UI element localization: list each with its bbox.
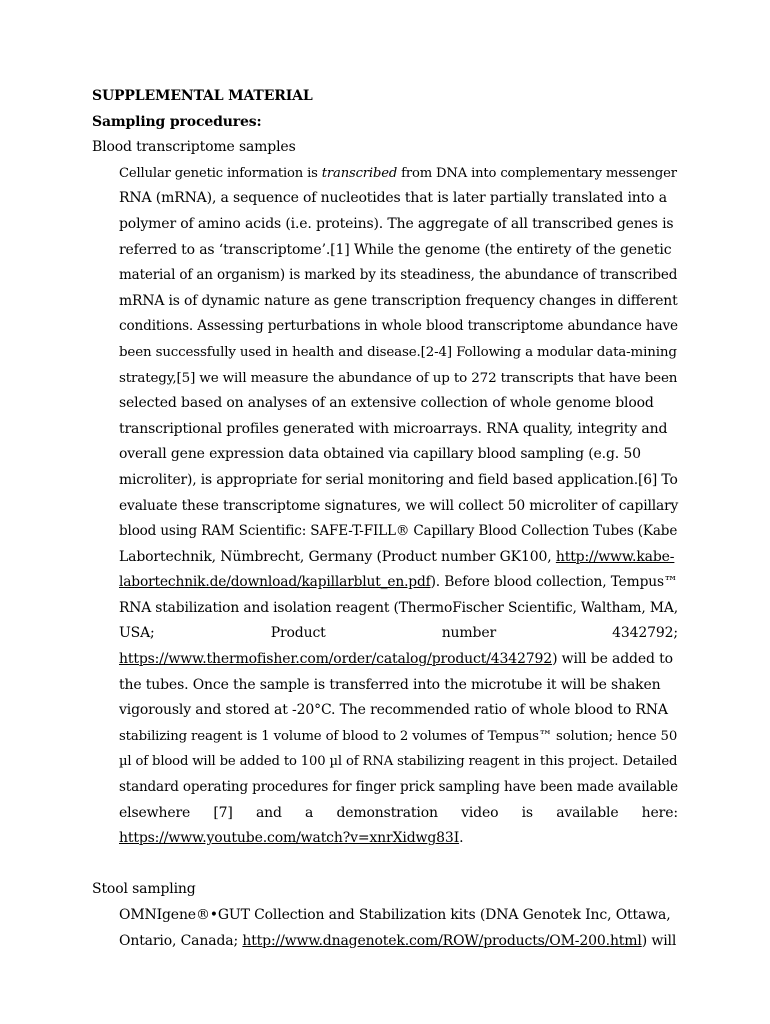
paragraph-line: https://www.youtube.com/watch?v=xnrXidwg83I.: [119, 830, 464, 847]
paragraph-line: RNA stabilization and isolation reagent (ThermoFischer Scientific, Waltham, MA,: [119, 599, 678, 616]
paragraph-line: https://www.thermofisher.com/order/catalog/product/4342792) will be added to: [119, 651, 673, 668]
paragraph-line: referred to as ‘transcriptome’.[1] While the genome (the entirety of the genetic: [119, 241, 672, 258]
document-page: [92, 84, 678, 954]
paragraph-line: evaluate these transcriptome signatures, we will collect 50 microliter of capillary: [119, 497, 679, 514]
paragraph-line: standard operating procedures for finger prick sampling have been made available: [119, 779, 679, 796]
dnagenotek-link[interactable]: http://www.dnagenotek.com/ROW/products/OM-200.html: [242, 932, 642, 949]
paragraph-line: mRNA is of dynamic nature as gene transcription frequency changes in different: [119, 292, 678, 309]
paragraph-line: vigorously and stored at -20°C. The recommended ratio of whole blood to RNA: [119, 702, 668, 719]
spacer: [92, 852, 678, 878]
stool-paragraph: [92, 903, 678, 954]
paragraph-line: overall gene expression data obtained via capillary blood sampling (e.g. 50: [119, 446, 641, 463]
paragraph-line: Cellular genetic information is transcribed from DNA into complementary messenger: [119, 165, 677, 181]
stool-subheading: Stool sampling: [92, 881, 196, 898]
paragraph-line: stabilizing reagent is 1 volume of blood to 2 volumes of Tempus™ solution; hence 50: [119, 728, 678, 744]
paragraph-line: OMNIgene®•GUT Collection and Stabilization kits (DNA Genotek Inc, Ottawa,: [119, 907, 671, 923]
paragraph-line-justified: elsewhere [7] and a demonstration video is available here:: [119, 804, 678, 821]
paragraph-line: microliter), is appropriate for serial monitoring and field based application.[6] To: [119, 471, 678, 488]
paragraph-line: transcriptional profiles generated with microarrays. RNA quality, integrity and: [119, 420, 668, 437]
paragraph-line: RNA (mRNA), a sequence of nucleotides that is later partially translated into a: [119, 190, 667, 207]
paragraph-line: been successfully used in health and disease.[2-4] Following a modular data-mining: [119, 344, 677, 360]
paragraph-line: Labortechnik, Nümbrecht, Germany (Product number GK100, http://www.kabe-: [119, 548, 675, 565]
paragraph-line-justified: USA; Product number 4342792;: [119, 625, 678, 642]
paragraph-line: µl of blood will be added to 100 µl of RNA stabilizing reagent in this project. Detailed: [119, 754, 678, 770]
thermofisher-link[interactable]: https://www.thermofisher.com/order/catalog/product/4342792: [119, 651, 553, 668]
paragraph-line: material of an organism) is marked by its steadiness, the abundance of transcribed: [119, 267, 678, 284]
kabe-link-continued[interactable]: labortechnik.de/download/kapillarblut_en.pdf: [119, 574, 431, 591]
supplement-title: SUPPLEMENTAL MATERIAL: [92, 88, 313, 104]
blood-paragraph: [92, 161, 678, 852]
paragraph-line: the tubes. Once the sample is transferred into the microtube it will be shaken: [119, 676, 661, 693]
section-heading: Sampling procedures:: [92, 113, 262, 130]
kabe-link[interactable]: http://www.kabe-: [555, 548, 675, 565]
paragraph-line: polymer of amino acids (i.e. proteins). The aggregate of all transcribed genes is: [119, 215, 674, 232]
paragraph-line: conditions. Assessing perturbations in whole blood transcriptome abundance have: [119, 318, 678, 335]
paragraph-line: Ontario, Canada; http://www.dnagenotek.com/ROW/products/OM-200.html) will: [119, 932, 677, 949]
paragraph-line: blood using RAM Scientific: SAFE-T-FILL® Capillary Blood Collection Tubes (Kabe: [119, 523, 678, 540]
italic-term: transcribed: [321, 165, 398, 181]
paragraph-line: labortechnik.de/download/kapillarblut_en.pdf). Before blood collection, Tempus™: [119, 574, 678, 591]
paragraph-line: strategy,[5] we will measure the abundance of up to 272 transcripts that have been: [119, 369, 678, 386]
youtube-link[interactable]: https://www.youtube.com/watch?v=xnrXidwg83I: [119, 830, 460, 847]
paragraph-line: selected based on analyses of an extensive collection of whole genome blood: [119, 395, 654, 412]
blood-subheading: Blood transcriptome samples: [92, 139, 296, 156]
